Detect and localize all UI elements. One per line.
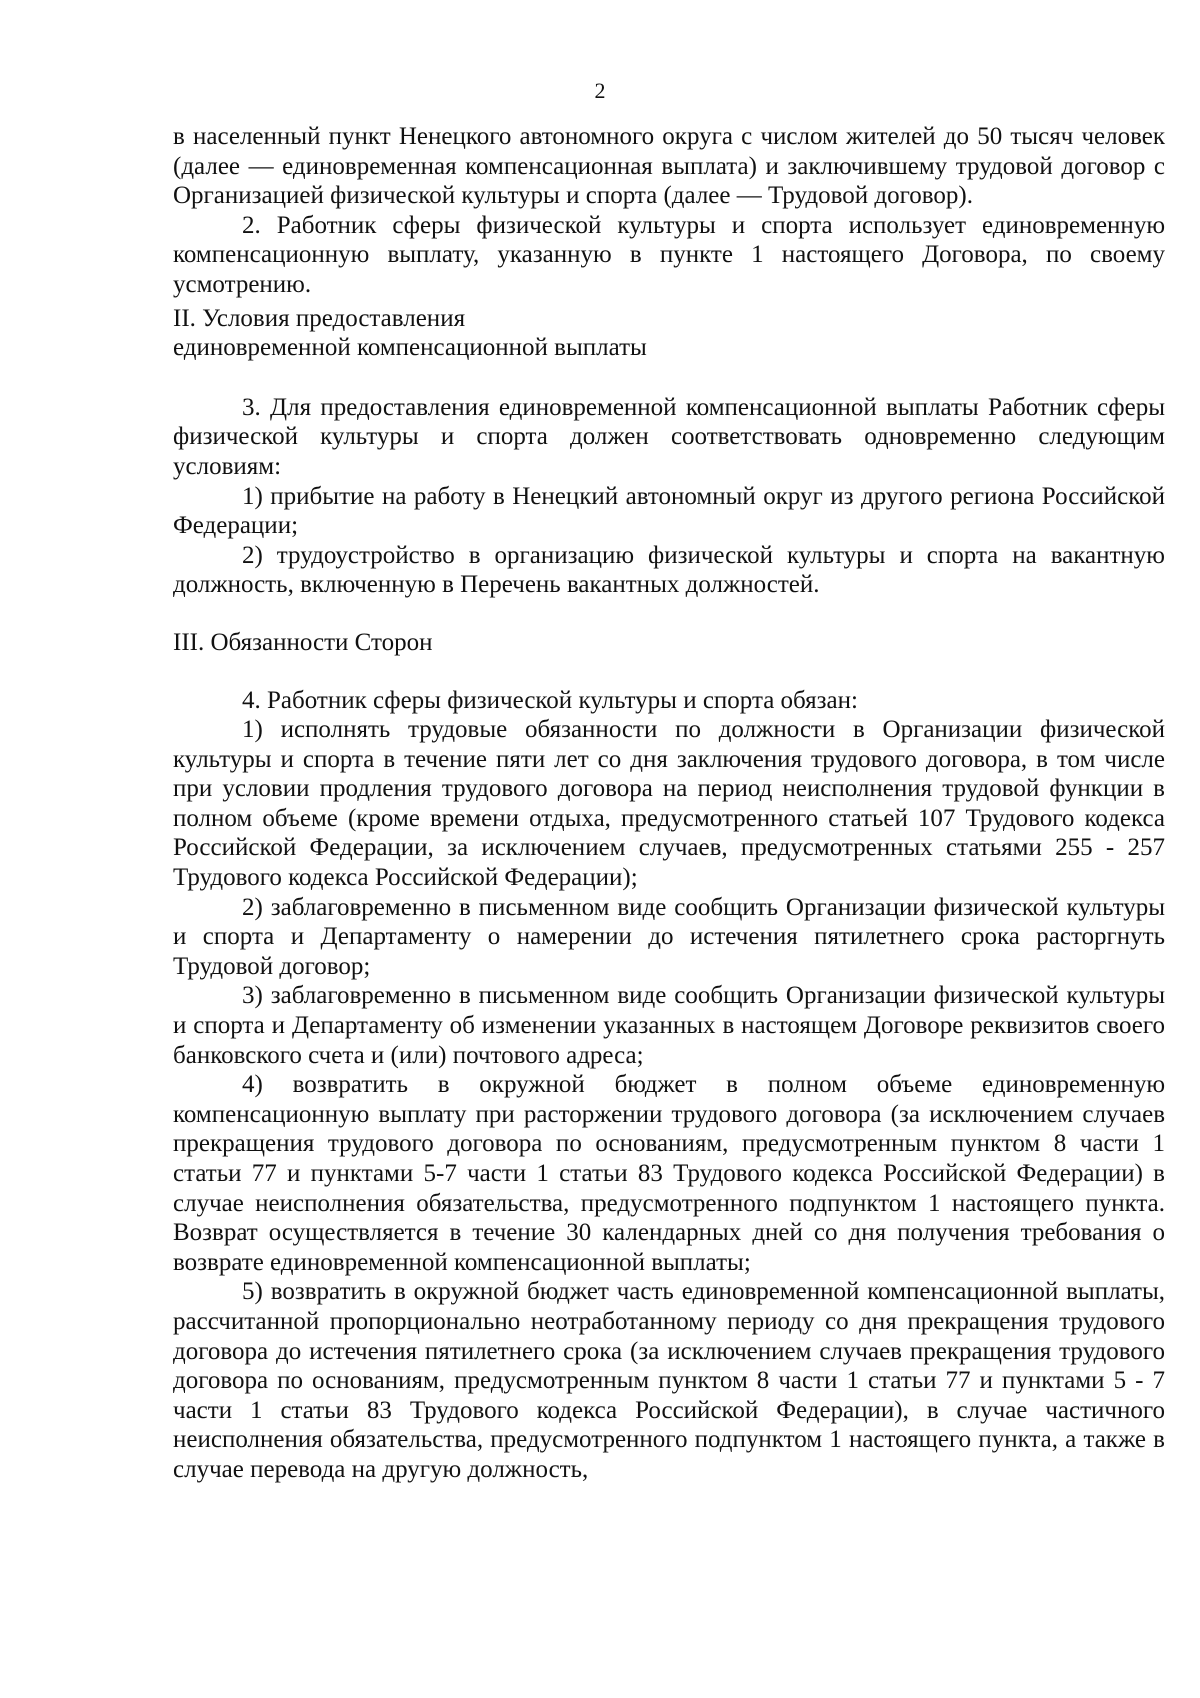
document-body: [173, 122, 1165, 1485]
paragraph-3: 3. Для предоставления единовременной компенсационной выплаты Работник сферы физической культуры и спорта должен соответствовать одновременно следующим условиям:: [173, 393, 1165, 480]
paragraph-4: 4. Работник сферы физической культуры и спорта обязан:: [242, 686, 858, 714]
spacer: [173, 600, 1165, 628]
paragraph-4-item-1: 1) исполнять трудовые обязанности по должности в Организации физической культуры и спорта в течение пяти лет со дня заключения трудового договора, в том числе при условии продления трудового договора на период неисполнения трудовой функции в полном объеме (кроме времени отдыха, предусмотренного статьей 107 Трудового кодекса Российской Федерации, за исключением случаев, предусмотренных статьями 255 - 257 Трудового кодекса Российской Федерации);: [173, 716, 1165, 892]
paragraph-4-item-3: 3) заблаговременно в письменном виде сообщить Организации физической культуры и спорта и Департаменту об изменении указанных в настоящем Договоре реквизитов своего банковского счета и (или) почтового адреса;: [173, 982, 1165, 1069]
paragraph-continuation: в населенный пункт Ненецкого автономного округа с числом жителей до 50 тысяч человек (далее — единовременная компенсационная выплата) и заключившему трудовой договор с Организацией физической культуры и спорта (далее — Трудовой договор).: [173, 123, 1165, 210]
paragraph-3-item-1: 1) прибытие на работу в Ненецкий автономный округ из другого региона Российской Федерации;: [173, 482, 1165, 540]
paragraph-3-item-2: 2) трудоустройство в организацию физической культуры и спорта на вакантную должность, включенную в Перечень вакантных должностей.: [173, 541, 1165, 599]
paragraph-2: 2. Работник сферы физической культуры и спорта использует единовременную компенсационную выплату, указанную в пункте 1 настоящего Договора, по своему усмотрению.: [173, 211, 1165, 298]
section-3-title: III. Обязанности Сторон: [173, 628, 433, 656]
section-2-title-line-1: II. Условия предоставления: [173, 304, 466, 332]
page-number: 2: [594, 78, 606, 103]
spacer: [173, 658, 1165, 686]
spacer: [173, 363, 1165, 393]
paragraph-4-item-4: 4) возвратить в окружной бюджет в полном объеме единовременную компенсационную выплату при расторжении трудового договора (за исключением случаев прекращения трудового договора по основаниям, предусмотренным пунктом 8 части 1 статьи 77 и пунктами 5-7 части 1 статьи 83 Трудового кодекса Российской Федерации) в случае неисполнения обязательства, предусмотренного подпунктом 1 настоящего пункта. Возврат осуществляется в течение 30 календарных дней со дня получения требования о возврате единовременной компенсационной выплаты;: [173, 1071, 1165, 1276]
section-2-title-line-2: единовременной компенсационной выплаты: [173, 334, 647, 362]
paragraph-4-item-2: 2) заблаговременно в письменном виде сообщить Организации физической культуры и спорта и Департаменту о намерении до истечения пятилетнего срока расторгнуть Трудовой договор;: [173, 893, 1165, 980]
paragraph-4-item-5: 5) возвратить в окружной бюджет часть единовременной компенсационной выплаты, рассчитанной пропорционально неотработанному периоду со дня прекращения трудового договора до истечения пятилетнего срока (за исключением случаев прекращения трудового договора по основаниям, предусмотренным пунктом 8 части 1 статьи 77 и пунктами 5 - 7 части 1 статьи 83 Трудового кодекса Российской Федерации), в случае частичного неисполнения обязательства, предусмотренного подпунктом 1 настоящего пункта, а также в случае перевода на другую должность,: [173, 1278, 1165, 1483]
